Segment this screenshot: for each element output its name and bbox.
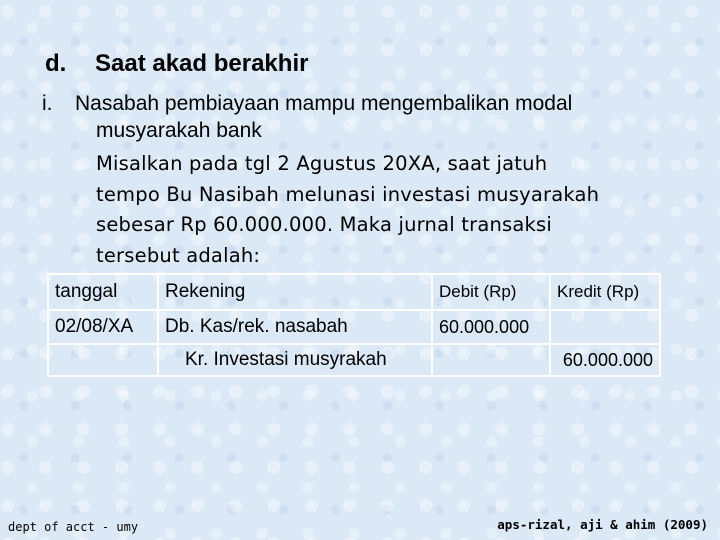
example-line-2: tempo Bu Nasibah melunasi investasi musyarakah <box>96 182 600 206</box>
example-paragraph <box>96 149 686 271</box>
journal-header-row <box>48 274 660 310</box>
header-account: Rekening <box>158 274 432 310</box>
header-debit: Debit (Rp) <box>432 274 550 310</box>
row-1-date: 02/08/XA <box>48 310 158 344</box>
journal-table <box>47 273 661 377</box>
row-1-debit: 60.000.000 <box>432 310 550 344</box>
item-line-2: musyarakah bank <box>96 119 262 142</box>
header-date: tanggal <box>48 274 158 310</box>
row-1-credit <box>550 310 660 344</box>
header-credit: Kredit (Rp) <box>550 274 660 310</box>
row-2-account: Kr. Investasi musyrakah <box>158 344 432 376</box>
example-line-4: tersebut adalah: <box>96 243 261 267</box>
row-2-credit: 60.000.000 <box>550 344 660 376</box>
example-line-3: sebesar Rp 60.000.000. Maka jurnal transaksi <box>96 213 553 236</box>
example-line-1: Misalkan pada tgl 2 Agustus 20XA, saat jatuh <box>96 152 548 175</box>
list-marker: i. <box>42 92 53 115</box>
section-heading <box>45 50 308 78</box>
footer-department: dept of acct - umy <box>8 520 139 534</box>
table-row <box>48 310 660 344</box>
section-letter: d. <box>45 50 67 77</box>
row-1-account: Db. Kas/rek. nasabah <box>158 310 432 344</box>
list-item <box>42 90 682 144</box>
table-row <box>48 344 660 376</box>
item-line-1: Nasabah pembiayaan mampu mengembalikan modal <box>75 92 573 115</box>
row-2-date <box>48 344 158 376</box>
footer-credits: aps-rizal, aji & ahim (2009) <box>497 517 708 532</box>
row-2-debit <box>432 344 550 376</box>
section-title: Saat akad berakhir <box>95 50 309 77</box>
